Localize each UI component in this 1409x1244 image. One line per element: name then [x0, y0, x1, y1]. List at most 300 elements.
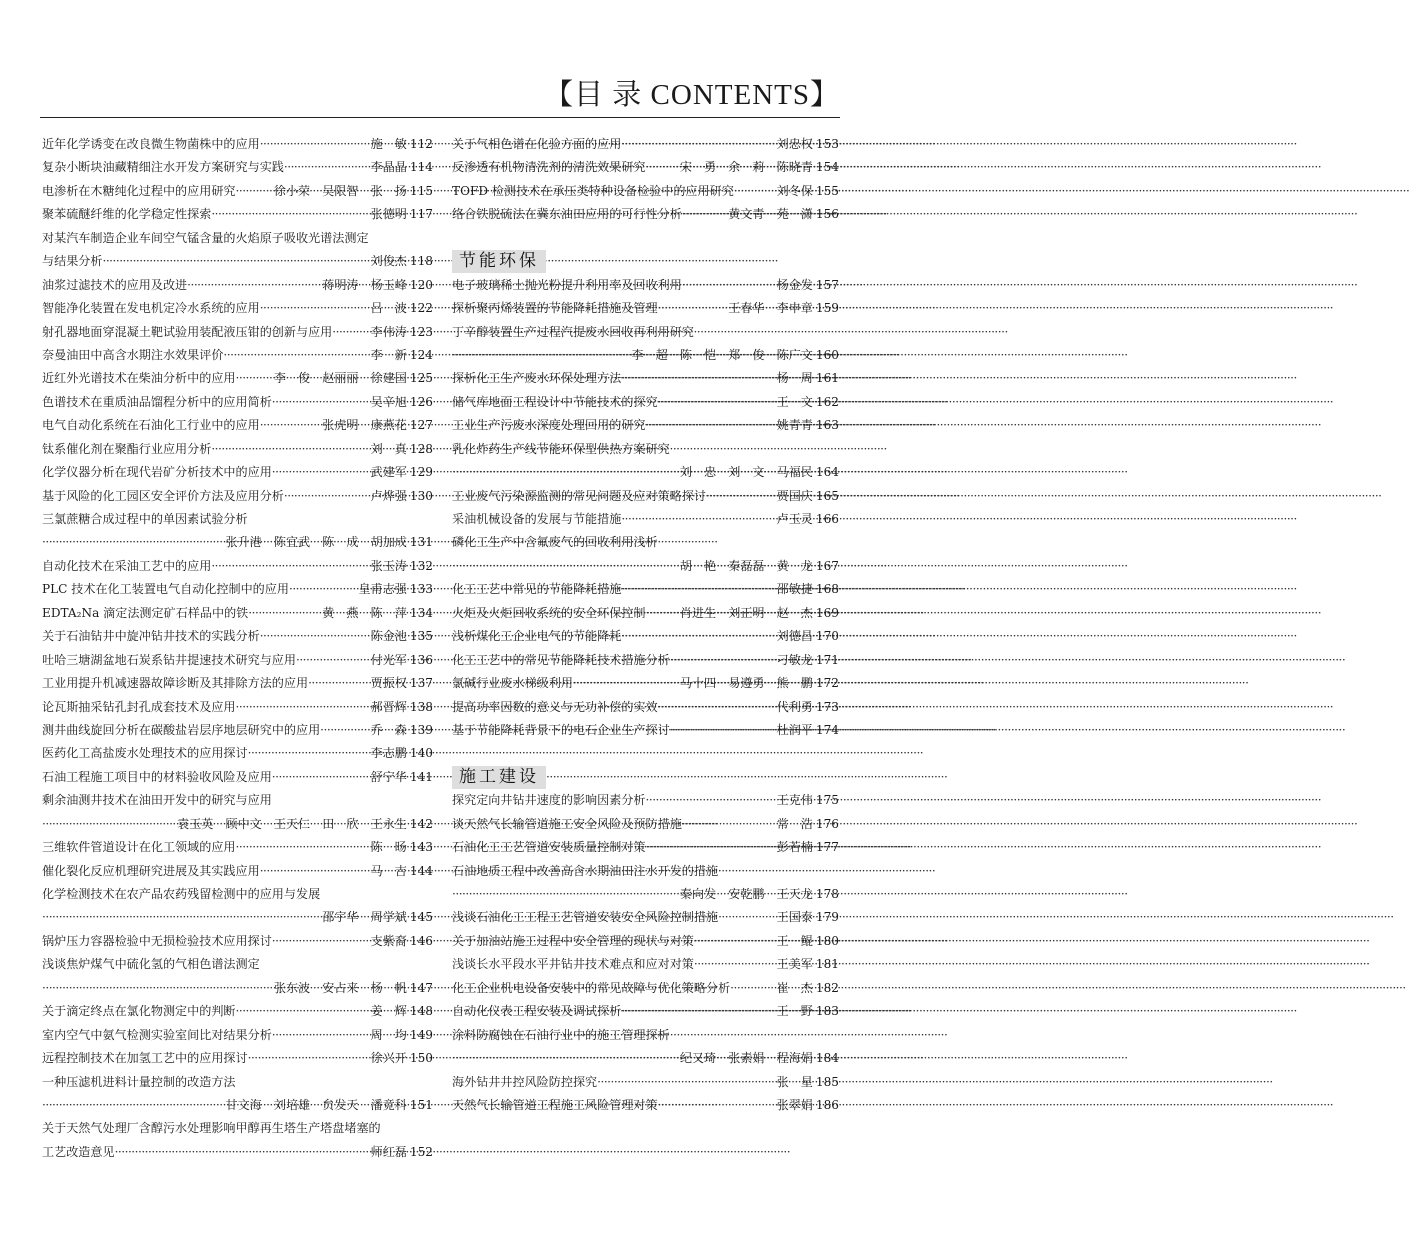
entry-title: 一种压滤机进料计量控制的改造方法: [42, 1074, 236, 1089]
entry-page-number: 139: [409, 722, 433, 737]
entry-title: 近年化学诱变在改良微生物菌株中的应用: [42, 137, 260, 151]
entry-page-number: 134: [409, 605, 433, 620]
leader-dots: [597, 1071, 776, 1094]
entry-title: 络合铁脱硫法在冀东油田应用的可行性分析: [452, 207, 682, 222]
leader-dots: [730, 977, 776, 1000]
leader-dots: [272, 930, 371, 953]
leader-dots: [236, 1000, 371, 1023]
entry-page-number: 161: [815, 371, 839, 386]
toc-entry[interactable]: [452, 156, 839, 179]
entry-authors: 崔 杰: [776, 980, 813, 995]
entry-page-number: 170: [815, 629, 839, 644]
entry-authors: 黄 燕 陈 萍: [322, 605, 407, 620]
leader-dots: [248, 1047, 371, 1070]
leader-dots: [718, 906, 777, 929]
entry-title: 对某汽车制造企业车间空气锰含量的火焰原子吸收光谱法测定: [42, 230, 369, 245]
entry-authors: 刘德昌: [776, 629, 813, 644]
toc-entry[interactable]: [452, 930, 839, 953]
entry-page-number: 176: [815, 816, 839, 831]
entry-authors: 王美军: [776, 957, 813, 972]
entry-page-number: 127: [409, 418, 433, 433]
entry-page-number: 156: [815, 207, 839, 222]
entry-title: 工业废气污染源监测的常见问题及应对策略探讨: [452, 488, 706, 503]
entry-authors: 王 野: [776, 1004, 813, 1019]
leader-dots: [670, 719, 777, 742]
leader-dots: [706, 485, 777, 508]
section-heading: 节能环保: [452, 250, 546, 273]
toc-entry[interactable]: [42, 696, 433, 719]
toc-entry[interactable]: [42, 906, 433, 929]
entry-page-number: 114: [409, 160, 433, 175]
entry-authors: 李伟涛: [370, 324, 407, 339]
entry-authors: 王 鲲: [776, 933, 813, 948]
leader-dots: [296, 649, 371, 672]
entry-page-number: 115: [409, 183, 433, 198]
toc-entry[interactable]: [42, 602, 433, 625]
leader-dots: [646, 156, 680, 179]
entry-page-number: 112: [409, 137, 433, 151]
entry-authors: 陈 旸: [370, 840, 407, 855]
toc-entry[interactable]: [42, 250, 433, 273]
entry-page-number: 133: [409, 582, 433, 597]
entry-title: 谈天然气长输管道施工安全风险及预防措施: [452, 816, 682, 831]
entry-authors: 卢玉灵: [776, 512, 813, 526]
leader-dots: [284, 485, 371, 508]
entry-title: 三维软件管道设计在化工领域的应用: [42, 840, 236, 855]
entry-page-number: 185: [815, 1074, 839, 1089]
toc-entry[interactable]: [42, 461, 433, 484]
entry-authors: 秦向发 安乾鹏 王天龙: [679, 887, 813, 901]
entry-page-number: 177: [815, 840, 839, 855]
leader-dots: [260, 133, 371, 156]
toc-entry[interactable]: [452, 977, 839, 1000]
leader-dots: [682, 203, 728, 226]
entry-title: 石油地质工程中改善高含水期油田注水开发的措施: [452, 863, 719, 878]
entry-title: 化工工艺中的常见节能降耗技术措施分析: [452, 652, 670, 667]
leader-dots: [332, 321, 370, 344]
leader-dots: [223, 344, 370, 367]
toc-entry[interactable]: [452, 906, 839, 929]
entry-page-number: 128: [409, 441, 433, 456]
toc-entry[interactable]: [42, 930, 433, 953]
toc-entry[interactable]: [42, 1141, 433, 1164]
toc-entry[interactable]: [42, 672, 433, 695]
entry-authors: 武建军: [370, 465, 407, 480]
entry-authors: 袁玉英 顾中文 王天仁 田 欣 王永生: [177, 816, 407, 831]
entry-title: 氯碱行业废水梯级利用: [452, 676, 573, 691]
entry-page-number: 150: [409, 1051, 433, 1066]
entry-page-number: 168: [815, 582, 839, 597]
toc-entry-title-line[interactable]: [42, 883, 433, 906]
leader-dots: [452, 461, 680, 484]
entry-title: 探究定向井钻井速度的影响因素分析: [452, 793, 646, 808]
entry-page-number: 171: [815, 652, 839, 667]
toc-entry-title-line[interactable]: [42, 953, 433, 976]
toc-entry[interactable]: [42, 719, 433, 742]
toc-entry[interactable]: [452, 883, 839, 906]
entry-title: 化工企业机电设备安装中的常见故障与优化策略分析: [452, 980, 731, 995]
leader-dots: [452, 555, 680, 578]
entry-authors: 王国泰: [776, 910, 813, 925]
entry-authors: 刘 忠 刘 文 马福民: [679, 465, 813, 480]
leader-dots: [42, 906, 322, 929]
entry-authors: 胡 艳 秦磊磊 黄 龙: [679, 558, 813, 573]
entry-authors: 郝晋辉: [370, 699, 407, 714]
entry-authors: 李晶晶: [370, 160, 407, 175]
entry-authors: 张 星: [776, 1074, 813, 1089]
entry-page-number: 144: [409, 863, 433, 878]
entry-page-number: 141: [409, 769, 433, 784]
entry-page-number: 147: [409, 980, 433, 995]
entry-title: 电子玻璃稀土抛光粉提升利用率及回收利用: [452, 277, 682, 292]
toc-entry[interactable]: [42, 1094, 433, 1117]
entry-authors: 马 吉: [370, 863, 407, 878]
entry-title: 石油工程施工项目中的材料验收风险及应用: [42, 769, 272, 784]
toc-entry[interactable]: [42, 742, 433, 765]
entry-title: 工艺改造意见: [42, 1144, 115, 1159]
toc-entry[interactable]: [452, 344, 839, 367]
entry-page-number: 179: [815, 910, 839, 925]
toc-entry[interactable]: [42, 555, 433, 578]
entry-authors: 蒋明涛 杨玉峰: [322, 277, 407, 292]
entry-authors: 张德明: [370, 207, 407, 222]
entry-title: 基于节能降耗背景下的电石企业生产探讨: [452, 722, 670, 737]
entry-page-number: 122: [409, 301, 433, 316]
entry-page-number: 151: [409, 1097, 433, 1112]
entry-page-number: 186: [815, 1097, 839, 1112]
leader-dots: [621, 508, 776, 531]
entry-page-number: 123: [409, 324, 433, 339]
toc-entry-title-line[interactable]: [452, 321, 839, 344]
leader-dots: [670, 649, 777, 672]
toc-entry[interactable]: [452, 485, 839, 508]
entry-authors: 刘俊杰: [370, 254, 407, 269]
entry-authors: 刘冬保: [776, 183, 813, 198]
entry-title: 浅谈焦炉煤气中硫化氢的气相色谱法测定: [42, 957, 260, 972]
entry-title: 工业生产污废水深度处理回用的研究: [452, 418, 646, 433]
entry-authors: 纪又琦 张素娟 程海娟: [679, 1051, 813, 1066]
entry-title: 浅析煤化工企业电气的节能降耗: [452, 629, 622, 644]
toc-entry[interactable]: [452, 133, 839, 156]
entry-authors: 李志鹏: [370, 746, 407, 761]
entry-title: 化学检测技术在农产品农药残留检测中的应用与发展: [42, 887, 321, 901]
leader-dots: [694, 930, 777, 953]
entry-authors: 甘文海 刘培雄 贠发天 潘竟科: [225, 1097, 407, 1112]
entry-authors: 常 浩: [776, 816, 813, 831]
toc-entry[interactable]: [42, 414, 433, 437]
toc-entry-title-line[interactable]: [452, 531, 839, 554]
leader-dots: [621, 1000, 776, 1023]
toc-entry[interactable]: [452, 1071, 839, 1094]
entry-page-number: 152: [409, 1144, 433, 1159]
entry-authors: 肖进生 刘正明 赵 杰: [679, 605, 813, 620]
toc-entry[interactable]: [452, 1047, 839, 1070]
entry-page-number: 162: [815, 394, 839, 409]
entry-title: 探析化工生产废水环保处理方法: [452, 371, 622, 386]
toc-entry[interactable]: [452, 367, 839, 390]
entry-page-number: 142: [409, 816, 433, 831]
entry-page-number: 184: [815, 1051, 839, 1066]
entry-authors: 马十四 易遵勇 熊 鹏: [679, 676, 813, 691]
section-heading-row: [452, 250, 839, 273]
toc-entry[interactable]: [42, 391, 433, 414]
entry-authors: 刁敏龙: [776, 652, 813, 667]
entry-title: 近红外光谱技术在柴油分析中的应用: [42, 371, 236, 386]
leader-dots: [658, 297, 729, 320]
entry-title: 电气自动化系统在石油化工行业中的应用: [42, 418, 260, 433]
toc-right-column: [452, 133, 839, 1117]
entry-page-number: 120: [409, 277, 433, 292]
entry-authors: 周 均: [370, 1027, 407, 1042]
leader-dots: [236, 696, 371, 719]
entry-title: 磷化工生产中含氟废气的回收利用浅析: [452, 535, 658, 550]
leader-dots: [284, 156, 371, 179]
entry-page-number: 140: [409, 746, 433, 761]
toc-entry-title-line[interactable]: [42, 789, 433, 812]
leader-dots: [682, 813, 777, 836]
toc-entry[interactable]: [42, 625, 433, 648]
entry-page-number: 183: [815, 1004, 839, 1019]
toc-entry[interactable]: [452, 649, 839, 672]
toc-entry-title-line[interactable]: [452, 438, 839, 461]
leader-dots: [308, 672, 371, 695]
entry-authors: 张翠娟: [776, 1097, 813, 1112]
leader-dots: [211, 438, 370, 461]
entry-title: 乳化炸药生产线节能环保型供热方案研究: [452, 441, 670, 456]
entry-authors: 李 超 陈 恺 郑 俊 陈广文: [631, 347, 813, 362]
entry-page-number: 130: [409, 488, 433, 503]
entry-page-number: 163: [815, 418, 839, 433]
entry-authors: 杜润平: [776, 722, 813, 737]
toc-entry[interactable]: [42, 156, 433, 179]
toc-entry[interactable]: [452, 461, 839, 484]
entry-title: 催化裂化反应机理研究进展及其实践应用: [42, 863, 260, 878]
entry-page-number: 154: [815, 160, 839, 175]
toc-entry[interactable]: [42, 297, 433, 320]
entry-page-number: 166: [815, 512, 839, 526]
toc-entry[interactable]: [42, 203, 433, 226]
entry-title: 化工工艺中常见的节能降耗措施: [452, 582, 622, 597]
toc-entry[interactable]: [42, 180, 433, 203]
entry-title: 浅谈石油化工工程工艺管道安装安全风险控制措施: [452, 910, 719, 925]
entry-page-number: 167: [815, 558, 839, 573]
entry-title: 浅谈长水平段水平井钻井技术难点和应对对策: [452, 957, 694, 972]
entry-page-number: 125: [409, 371, 433, 386]
entry-page-number: 159: [815, 301, 839, 316]
toc-entry[interactable]: [42, 274, 433, 297]
entry-page-number: 175: [815, 793, 839, 808]
toc-entry[interactable]: [452, 578, 839, 601]
entry-page-number: 137: [409, 676, 433, 691]
entry-title: 三氯蔗糖合成过程中的单因素试验分析: [42, 512, 248, 526]
entry-authors: 吴辛旭: [370, 394, 407, 409]
contents-header-title: 【目 录 CONTENTS】: [544, 79, 840, 111]
entry-title: 储气库地面工程设计中节能技术的探究: [452, 394, 658, 409]
toc-entry-title-line[interactable]: [42, 1071, 433, 1094]
toc-entry[interactable]: [42, 813, 433, 836]
entry-title: 丁辛醇装置生产过程汽提废水回收再利用研究: [452, 324, 694, 339]
leader-dots: [646, 789, 777, 812]
entry-authors: 张升港 陈宜武 陈 成 胡加成: [225, 535, 407, 550]
entry-authors: 张玉涛: [370, 558, 407, 573]
toc-entry[interactable]: [452, 274, 839, 297]
leader-dots: [260, 414, 323, 437]
leader-dots: [682, 274, 777, 297]
toc-entry-title-line[interactable]: [42, 508, 433, 531]
toc-entry[interactable]: [452, 625, 839, 648]
entry-title: 射孔器地面穿混凝土靶试验用装配液压钳的创新与应用: [42, 324, 333, 339]
entry-title: 工业用提升机减速器故障诊断及其排除方法的应用: [42, 676, 309, 691]
entry-page-number: 149: [409, 1027, 433, 1042]
leader-dots: [621, 625, 776, 648]
leader-dots: [573, 672, 680, 695]
entry-page-number: 180: [815, 933, 839, 948]
toc-entry-title-line[interactable]: [452, 1024, 839, 1047]
entry-authors: 刘 真: [370, 441, 407, 456]
leader-dots: [658, 1094, 777, 1117]
entry-title: 远程控制技术在加氢工艺中的应用探讨: [42, 1051, 248, 1066]
toc-entry[interactable]: [452, 203, 839, 226]
leader-dots: [646, 414, 777, 437]
entry-title: 吐哈三塘湖盆地石炭系钻井提速技术研究与应用: [42, 652, 296, 667]
entry-title: 关于气相色谱在化验方面的应用: [452, 137, 622, 151]
entry-title: 基于风险的化工园区安全评价方法及应用分析: [42, 488, 284, 503]
toc-entry[interactable]: [452, 696, 839, 719]
leader-dots: [272, 766, 371, 789]
entry-title: 探析聚丙烯装置的节能降耗措施及管理: [452, 301, 658, 316]
toc-entry[interactable]: [42, 485, 433, 508]
toc-entry[interactable]: [42, 836, 433, 859]
entry-title: TOFD 检测技术在承压类特种设备检验中的应用研究: [452, 183, 734, 198]
toc-entry[interactable]: [452, 180, 839, 203]
leader-dots: [260, 297, 371, 320]
entry-authors: 皇甫志强: [358, 582, 407, 597]
toc-entry[interactable]: [42, 133, 433, 156]
entry-page-number: 135: [409, 629, 433, 644]
entry-authors: 杨 周: [776, 371, 813, 386]
entry-title: 奈曼油田中高含水期注水效果评价: [42, 347, 224, 362]
entry-title: 与结果分析: [42, 254, 103, 269]
entry-title: 提高功率因数的意义与无功补偿的实效: [452, 699, 658, 714]
toc-entry[interactable]: [42, 977, 433, 1000]
toc-entry[interactable]: [452, 602, 839, 625]
toc-entry[interactable]: [42, 1024, 433, 1047]
toc-entry[interactable]: [452, 719, 839, 742]
entry-page-number: 153: [815, 137, 839, 151]
entry-title: 化学仪器分析在现代岩矿分析技术中的应用: [42, 465, 272, 480]
toc-entry[interactable]: [452, 953, 839, 976]
toc-entry-title-line[interactable]: [42, 227, 433, 250]
entry-authors: 李 俊 赵丽丽 徐建国: [273, 371, 407, 386]
entry-authors: 姚青青: [776, 418, 813, 433]
toc-entry[interactable]: [452, 508, 839, 531]
toc-entry[interactable]: [42, 367, 433, 390]
toc-entry[interactable]: [42, 438, 433, 461]
toc-entry[interactable]: [452, 391, 839, 414]
entry-title: 论瓦斯抽采钻孔封孔成套技术及应用: [42, 699, 236, 714]
toc-entry[interactable]: [452, 297, 839, 320]
leader-dots: [42, 813, 177, 836]
toc-entry-title-line[interactable]: [42, 1117, 433, 1140]
section-spacer: [452, 742, 839, 765]
toc-entry[interactable]: [452, 1094, 839, 1117]
leader-dots: [42, 1094, 225, 1117]
leader-dots: [42, 531, 225, 554]
entry-page-number: 126: [409, 394, 433, 409]
entry-authors: 彭若楠: [776, 840, 813, 855]
leader-dots: [272, 391, 371, 414]
toc-entry[interactable]: [42, 321, 433, 344]
toc-entry[interactable]: [452, 414, 839, 437]
entry-title: 反渗透有机物清洗剂的清洗效果研究: [452, 160, 646, 175]
entry-authors: 宋 勇 余 莉 陈晓青: [679, 160, 813, 175]
toc-entry[interactable]: [42, 578, 433, 601]
toc-entry[interactable]: [42, 1000, 433, 1023]
entry-authors: 陈金池: [370, 629, 407, 644]
entry-authors: 杨金发: [776, 277, 813, 292]
entry-authors: 代利勇: [776, 699, 813, 714]
toc-entry[interactable]: [42, 531, 433, 554]
toc-entry[interactable]: [452, 672, 839, 695]
toc-entry-title-line[interactable]: [452, 860, 839, 883]
entry-title: 关于石油钻井中旋冲钻井技术的实践分析: [42, 629, 260, 644]
toc-entry[interactable]: [42, 860, 433, 883]
leader-dots: [646, 836, 777, 859]
entry-page-number: 172: [815, 676, 839, 691]
leader-dots: [187, 274, 322, 297]
toc-entry[interactable]: [42, 649, 433, 672]
entry-page-number: 143: [409, 840, 433, 855]
leader-dots: [658, 391, 777, 414]
leader-dots: [621, 367, 776, 390]
toc-entry[interactable]: [452, 555, 839, 578]
section-heading: 施工建设: [452, 766, 546, 789]
entry-authors: 乔 森: [370, 722, 407, 737]
entry-page-number: 165: [815, 488, 839, 503]
entry-title: 石油化工工艺管道安装质量控制对策: [452, 840, 646, 855]
leader-dots: [734, 180, 777, 203]
entry-title: 关于天然气处理厂含醇污水处理影响甲醇再生塔生产塔盘堵塞的: [42, 1121, 381, 1136]
entry-page-number: 124: [409, 347, 433, 362]
entry-authors: 王春华 李申章: [728, 301, 813, 316]
leader-dots: [260, 860, 371, 883]
entry-title: 自动化仪表工程安装及调试探析: [452, 1004, 622, 1019]
toc-entry[interactable]: [42, 766, 433, 789]
entry-title: 采油机械设备的发展与节能措施: [452, 512, 622, 526]
entry-title: 色谱技术在重质油品馏程分析中的应用简析: [42, 394, 272, 409]
toc-entry[interactable]: [452, 813, 839, 836]
entry-authors: 张虎明 康燕花: [322, 418, 407, 433]
entry-title: 智能净化装置在发电机定冷水系统的应用: [42, 301, 260, 316]
entry-title: EDTA₂Na 滴定法测定矿石样品中的铁: [42, 605, 249, 620]
entry-authors: 付光军: [370, 652, 407, 667]
entry-title: 室内空气中氨气检测实验室间比对结果分析: [42, 1027, 272, 1042]
toc-entry[interactable]: [42, 344, 433, 367]
leader-dots: [452, 1047, 680, 1070]
toc-entry[interactable]: [452, 1000, 839, 1023]
toc-entry[interactable]: [42, 1047, 433, 1070]
leader-dots: [289, 578, 359, 601]
toc-entry[interactable]: [452, 836, 839, 859]
entry-title: 锅炉压力容器检验中无损检验技术应用探讨: [42, 933, 272, 948]
entry-title: 海外钻井井控风险防控探究: [452, 1074, 598, 1089]
toc-entry[interactable]: [452, 789, 839, 812]
entry-page-number: 173: [815, 699, 839, 714]
entry-authors: 邵宇华 周学斌: [322, 910, 407, 925]
leader-dots: [42, 977, 274, 1000]
leader-dots: [621, 133, 776, 156]
entry-page-number: 146: [409, 933, 433, 948]
